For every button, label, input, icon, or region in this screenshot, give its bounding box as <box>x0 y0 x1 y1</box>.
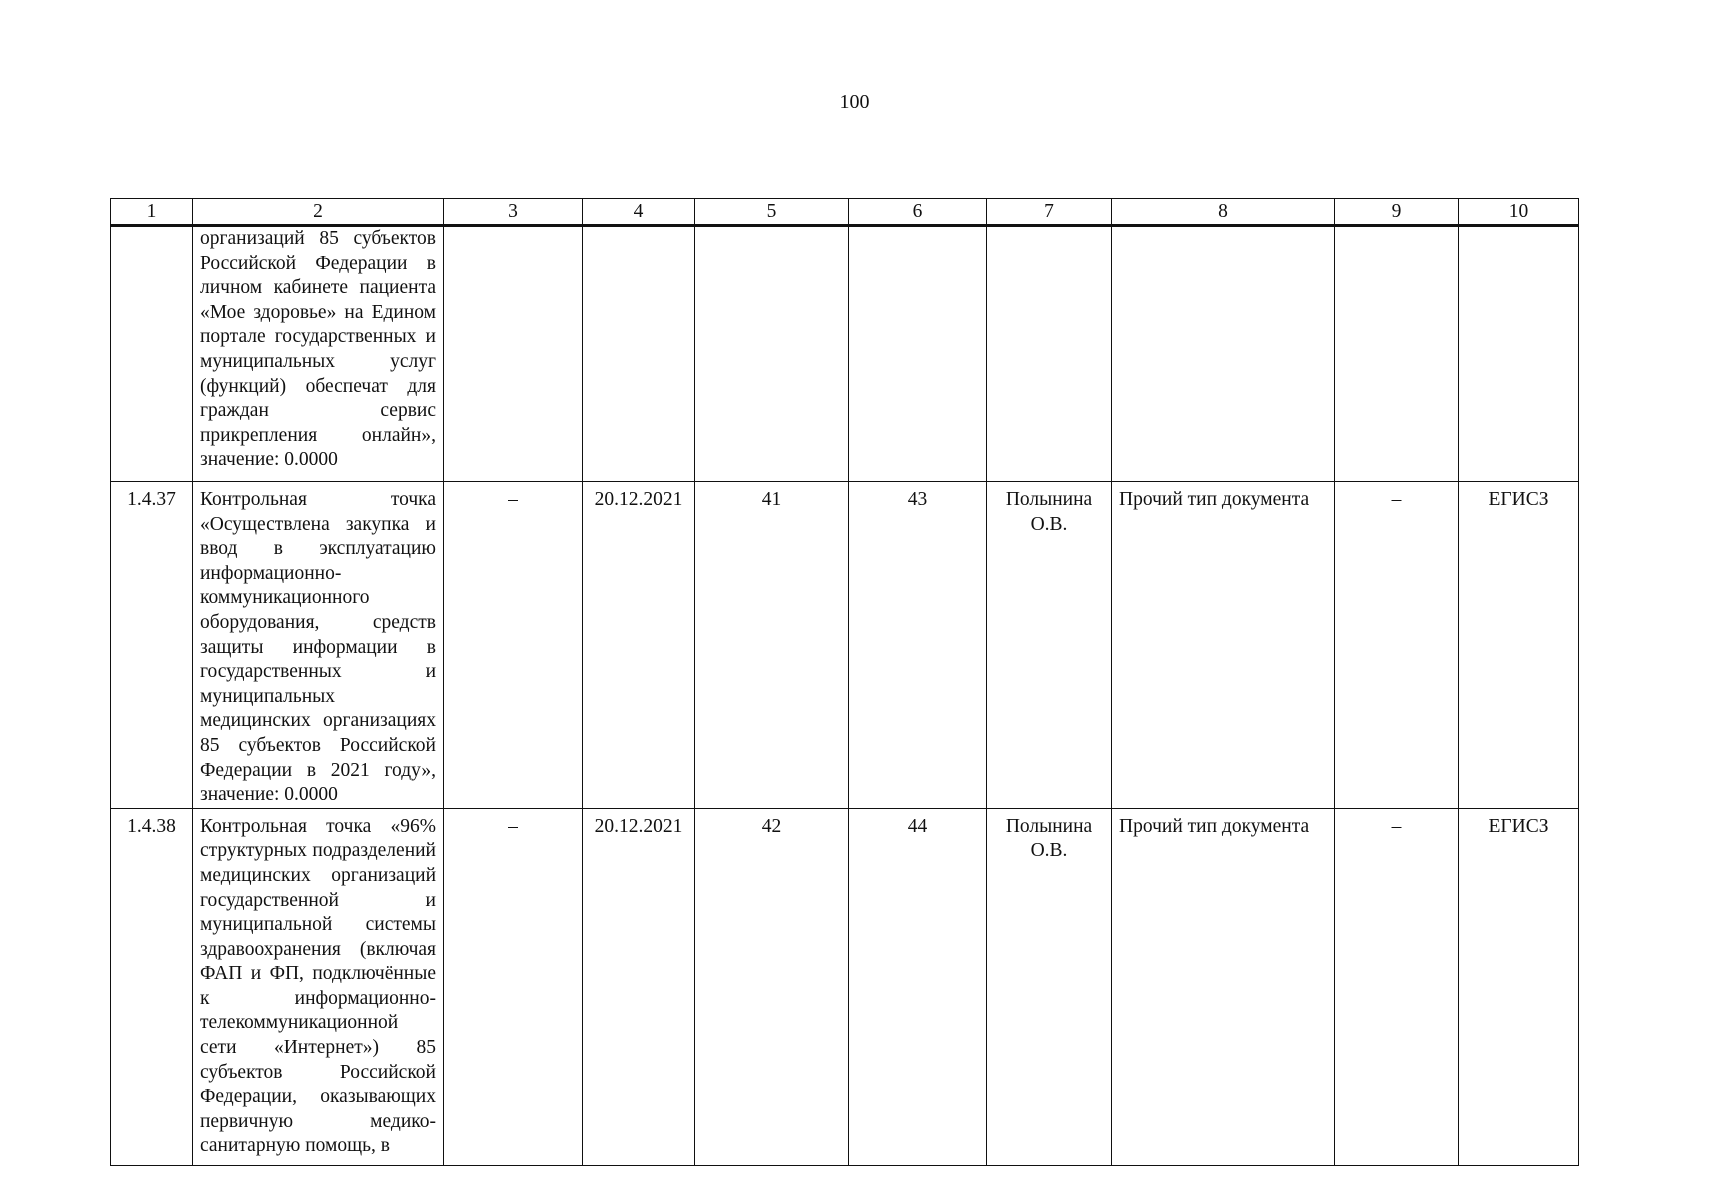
column-5-cell <box>695 226 849 482</box>
description-cell <box>193 808 444 1165</box>
column-header-1: 1 <box>111 199 193 226</box>
schedule-table <box>110 198 1579 1166</box>
system-cell <box>1459 226 1579 482</box>
column-5-cell: 41 <box>695 482 849 809</box>
date-cell: 20.12.2021 <box>583 808 695 1165</box>
row-number-cell <box>111 226 193 482</box>
column-3-cell: – <box>444 808 583 1165</box>
responsible-cell: Полынина О.В. <box>987 482 1112 809</box>
column-9-cell <box>1335 226 1459 482</box>
description-cell <box>193 226 444 482</box>
description-text: организаций 85 субъектов Российской Федерации в личном кабинете пациента «Мое здоровье» на Едином портале государственных и муниципальных услуг (функций) обеспечат для граждан сервис прикрепления онлайн», значение: 0.0000 <box>200 228 436 471</box>
date-cell: 20.12.2021 <box>583 482 695 809</box>
column-5-cell: 42 <box>695 808 849 1165</box>
column-6-cell: 43 <box>849 482 987 809</box>
responsible-cell: Полынина О.В. <box>987 808 1112 1165</box>
table-row <box>111 808 1579 1165</box>
system-cell: ЕГИСЗ <box>1459 808 1579 1165</box>
column-header-7: 7 <box>987 199 1112 226</box>
column-header-3: 3 <box>444 199 583 226</box>
column-9-cell: – <box>1335 808 1459 1165</box>
column-9-cell: – <box>1335 482 1459 809</box>
document-type-cell: Прочий тип документа <box>1112 482 1335 809</box>
page-number: 100 <box>839 91 870 113</box>
column-6-cell <box>849 226 987 482</box>
description-text: Контрольная точка «96% структурных подразделений медицинских организаций государственной и муниципальной системы здравоохранения (включая ФАП и ФП, подключённые к информационно-телекоммуникационной сети «Интернет») 85 субъектов Российской Федерации, оказывающих первичную медико-санитарную помощь, в <box>200 815 436 1157</box>
column-number-header-row <box>111 199 1579 226</box>
column-header-4: 4 <box>583 199 695 226</box>
column-header-8: 8 <box>1112 199 1335 226</box>
column-3-cell: – <box>444 482 583 809</box>
table-row <box>111 226 1579 482</box>
column-header-6: 6 <box>849 199 987 226</box>
column-header-5: 5 <box>695 199 849 226</box>
description-cell <box>193 482 444 809</box>
responsible-cell <box>987 226 1112 482</box>
table-row <box>111 482 1579 809</box>
column-header-10: 10 <box>1459 199 1579 226</box>
system-cell: ЕГИСЗ <box>1459 482 1579 809</box>
document-type-cell <box>1112 226 1335 482</box>
column-header-2: 2 <box>193 199 444 226</box>
column-header-9: 9 <box>1335 199 1459 226</box>
description-text: Контрольная точка «Осуществлена закупка и ввод в эксплуатацию информационно-коммуникационного оборудования, средств защиты информации в государственных и муниципальных медицинских организациях 85 субъектов Российской Федерации в 2021 году», значение: 0.0000 <box>200 489 436 806</box>
column-3-cell <box>444 226 583 482</box>
document-type-cell: Прочий тип документа <box>1112 808 1335 1165</box>
row-number-cell: 1.4.38 <box>111 808 193 1165</box>
date-cell <box>583 226 695 482</box>
row-number-cell: 1.4.37 <box>111 482 193 809</box>
column-6-cell: 44 <box>849 808 987 1165</box>
